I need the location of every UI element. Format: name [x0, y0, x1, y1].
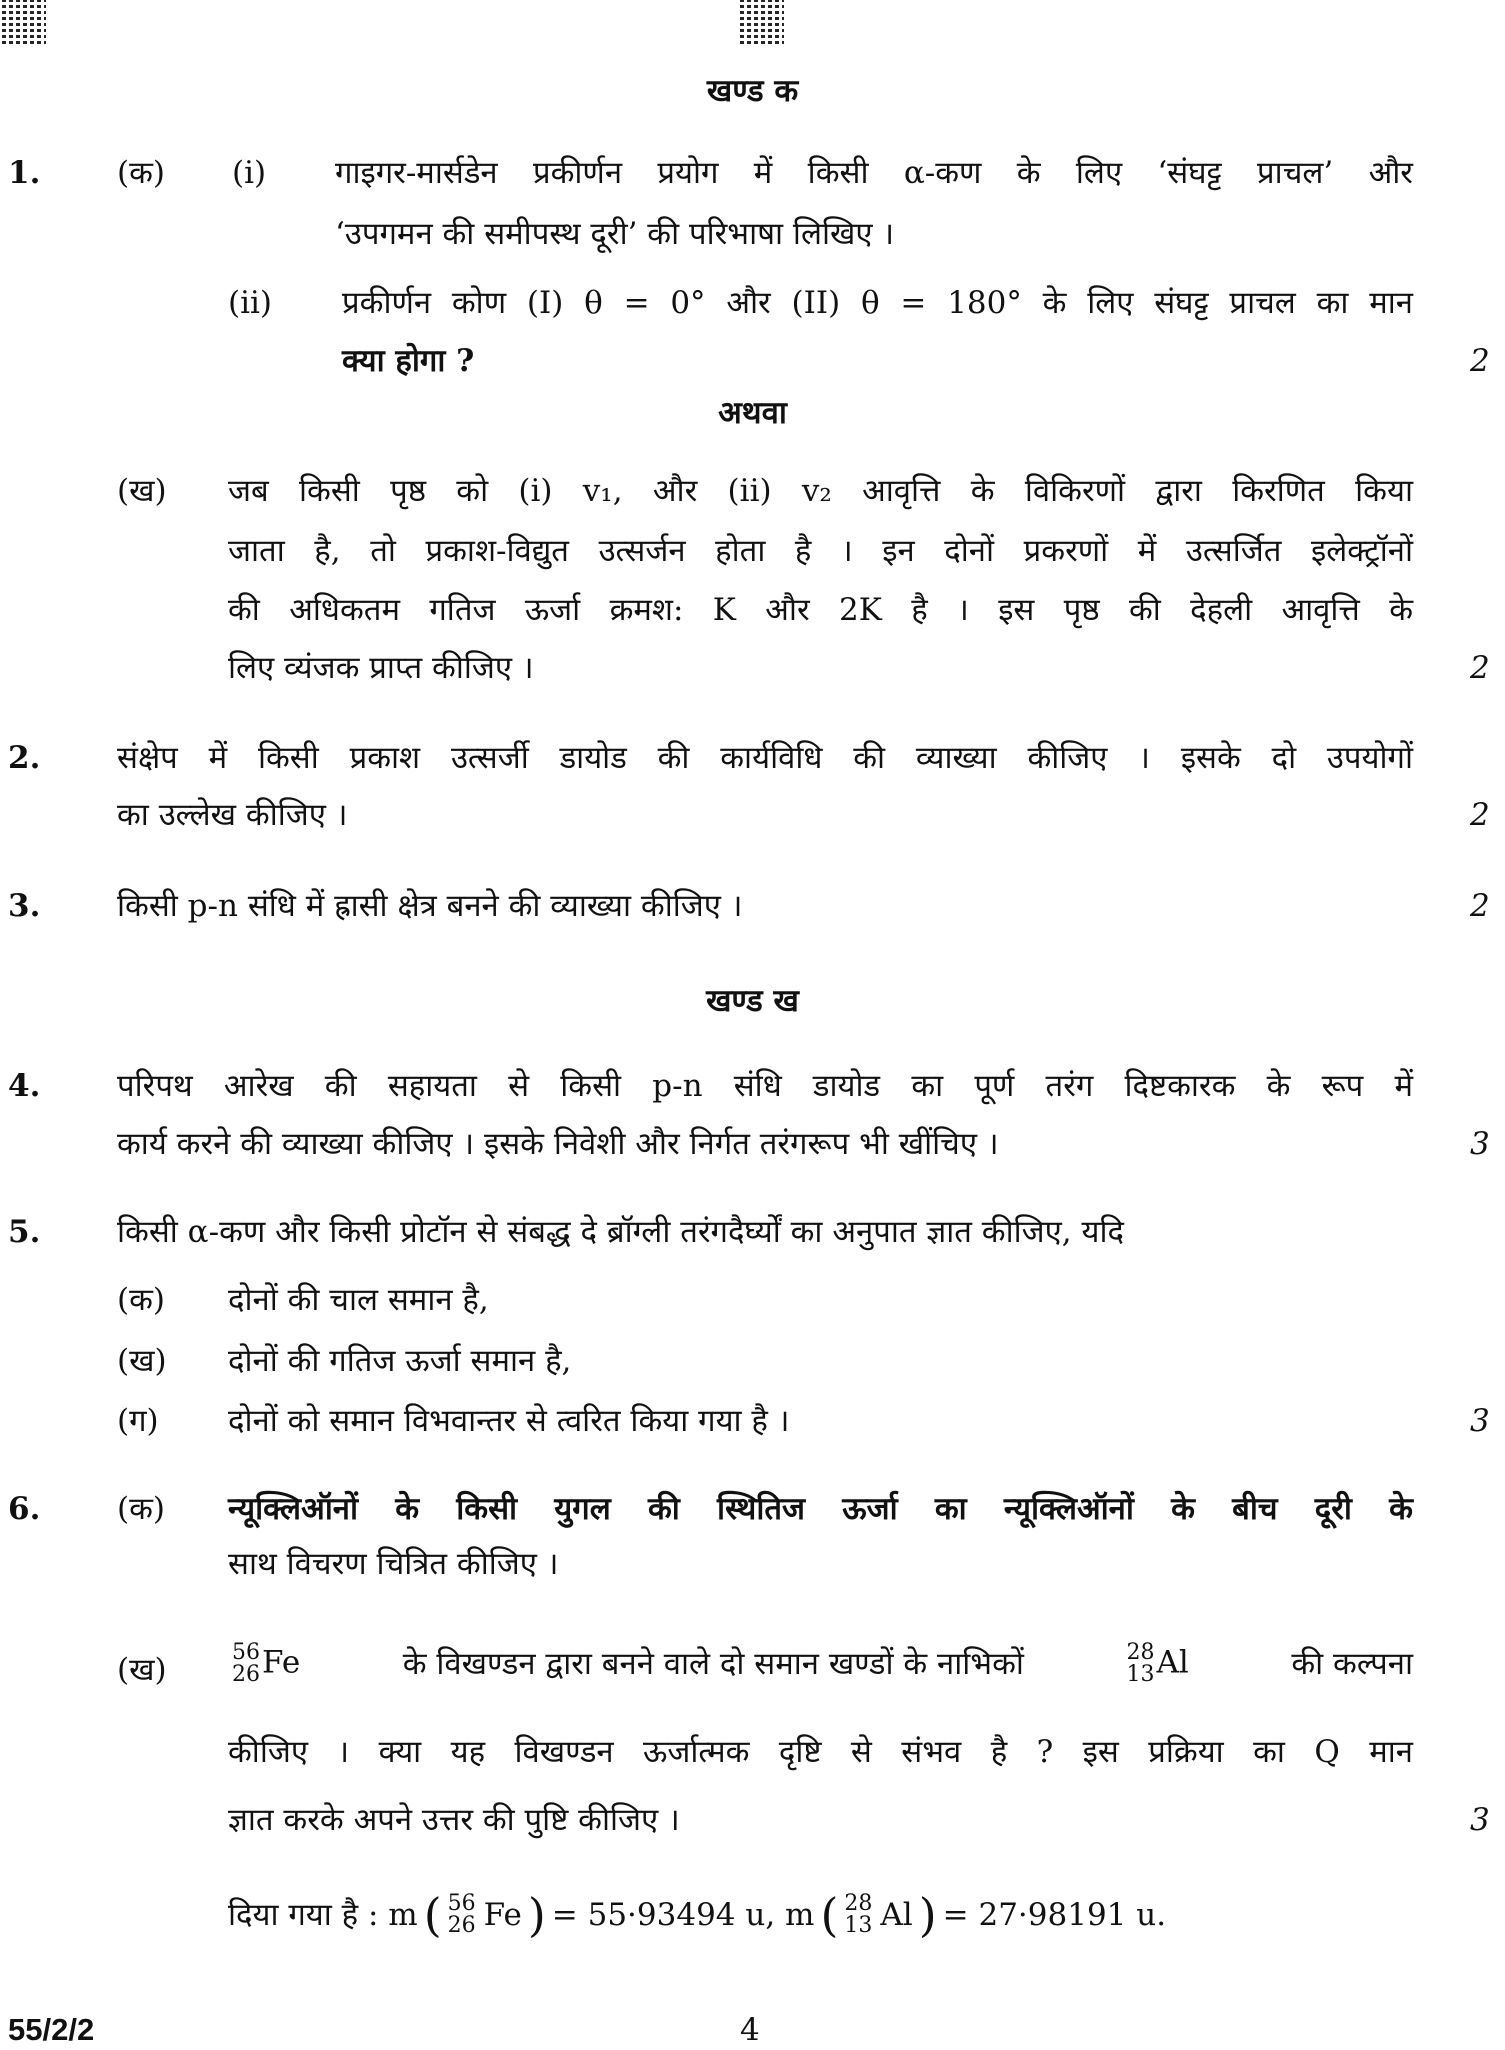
question-text: जब किसी पृष्ठ को (i) v₁, और (ii) v₂ आवृत्ति के विकिरणों द्वारा किरणित किया [228, 473, 1413, 509]
question-text: कीजिए । क्या यह विखण्डन ऊर्जात्मक दृष्टि से संभव है ? इस प्रक्रिया का Q मान [228, 1734, 1413, 1770]
question-text: क्या होगा ? [342, 343, 475, 379]
question-text: की कल्पना [1291, 1646, 1413, 1682]
question-number: 1. [8, 155, 41, 191]
qr-code-center [740, 0, 784, 44]
part-label: (क) [117, 155, 165, 191]
marks: 3 [1470, 1403, 1490, 1439]
question-number: 2. [8, 740, 41, 776]
question-number: 3. [8, 888, 41, 924]
part-text: दोनों की चाल समान है, [228, 1282, 489, 1318]
given-label: दिया गया है : m [228, 1897, 418, 1933]
marks: 3 [1470, 1802, 1490, 1838]
part-label: (ख) [117, 1343, 167, 1379]
or-heading: अथवा [718, 395, 787, 431]
question-text: किसी α-कण और किसी प्रोटॉन से संबद्ध दे ब्रॉग्ली तरंगदैर्घ्यों का अनुपात ज्ञात कीजिए, यदि [117, 1214, 1124, 1250]
part-text: दोनों की गतिज ऊर्जा समान है, [228, 1343, 572, 1379]
marks: 3 [1470, 1126, 1490, 1162]
part-label: (क) [117, 1491, 165, 1527]
question-text: परिपथ आरेख की सहायता से किसी p-n संधि डायोड का पूर्ण तरंग दिष्टकारक के रूप में [117, 1068, 1413, 1104]
question-text: न्यूक्लिऑनों के किसी युगल की स्थितिज ऊर्जा का न्यूक्लिऑनों के बीच दूरी के [228, 1491, 1413, 1527]
section-a-heading: खण्ड क [706, 73, 799, 109]
section-b-heading: खण्ड ख [706, 983, 799, 1019]
question-text: जाता है, तो प्रकाश-विद्युत उत्सर्जन होता है । इन दोनों प्रकरणों में उत्सर्जित इलेक्ट्रॉनों [228, 533, 1413, 569]
question-text: गाइगर-मार्सडेन प्रकीर्णन प्रयोग में किसी α-कण के लिए ‘संघट्ट प्राचल’ और [335, 155, 1413, 191]
marks: 2 [1470, 797, 1490, 833]
part-text: दोनों को समान विभवान्तर से त्वरित किया गया है । [228, 1403, 790, 1439]
al-mass-value: = 27·98191 u. [942, 1897, 1167, 1933]
question-text: किसी p-n संधि में ह्रासी क्षेत्र बनने की व्याख्या कीजिए । [117, 888, 743, 924]
question-text-line [232, 1642, 1413, 1686]
subpart-label: (ii) [228, 285, 273, 321]
al-isotope: 28 13Al [1126, 1640, 1189, 1687]
fe-mass-value: = 55·93494 u, m [551, 1897, 815, 1933]
question-text: लिए व्यंजक प्राप्त कीजिए । [228, 650, 534, 686]
question-text: का उल्लेख कीजिए । [117, 797, 348, 833]
marks: 2 [1470, 650, 1490, 686]
question-text: साथ विचरण चित्रित कीजिए । [228, 1546, 559, 1582]
part-label: (ग) [117, 1403, 159, 1439]
question-text: प्रकीर्णन कोण (I) θ = 0° और (II) θ = 180° के लिए संघट्ट प्राचल का मान [342, 285, 1413, 321]
page-number: 4 [740, 2012, 760, 2048]
part-label: (ख) [117, 1652, 167, 1688]
question-text: संक्षेप में किसी प्रकाश उत्सर्जी डायोड की कार्यविधि की व्याख्या कीजिए । इसके दो उपयोगों [117, 740, 1413, 776]
given-data: दिया गया है : m ( 56 26 Fe ) = 55·93494 u, m ( 28 13 Al ) = 27·98191 u. [228, 1888, 1167, 1942]
question-text: की अधिकतम गतिज ऊर्जा क्रमश: K और 2K है । इस पृष्ठ की देहली आवृत्ति के [228, 592, 1413, 628]
marks: 2 [1470, 343, 1490, 379]
question-number: 6. [8, 1491, 41, 1527]
marks: 2 [1470, 888, 1490, 924]
question-text: ‘उपगमन की समीपस्थ दूरी’ की परिभाषा लिखिए । [335, 216, 895, 252]
part-label: (ख) [117, 473, 167, 509]
subpart-label: (i) [232, 155, 267, 191]
paper-code: 55/2/2 [8, 2012, 95, 2047]
fe-isotope: 56 26Fe [232, 1640, 301, 1687]
question-text: ज्ञात करके अपने उत्तर की पुष्टि कीजिए । [228, 1802, 680, 1838]
qr-code-left [2, 0, 46, 44]
question-text: कार्य करने की व्याख्या कीजिए । इसके निवेशी और निर्गत तरंगरूप भी खींचिए । [117, 1126, 999, 1162]
question-number: 5. [8, 1214, 41, 1250]
question-text: के विखण्डन द्वारा बनने वाले दो समान खण्डों के नाभिकों [402, 1646, 1024, 1682]
part-label: (क) [117, 1282, 165, 1318]
question-number: 4. [8, 1068, 41, 1104]
